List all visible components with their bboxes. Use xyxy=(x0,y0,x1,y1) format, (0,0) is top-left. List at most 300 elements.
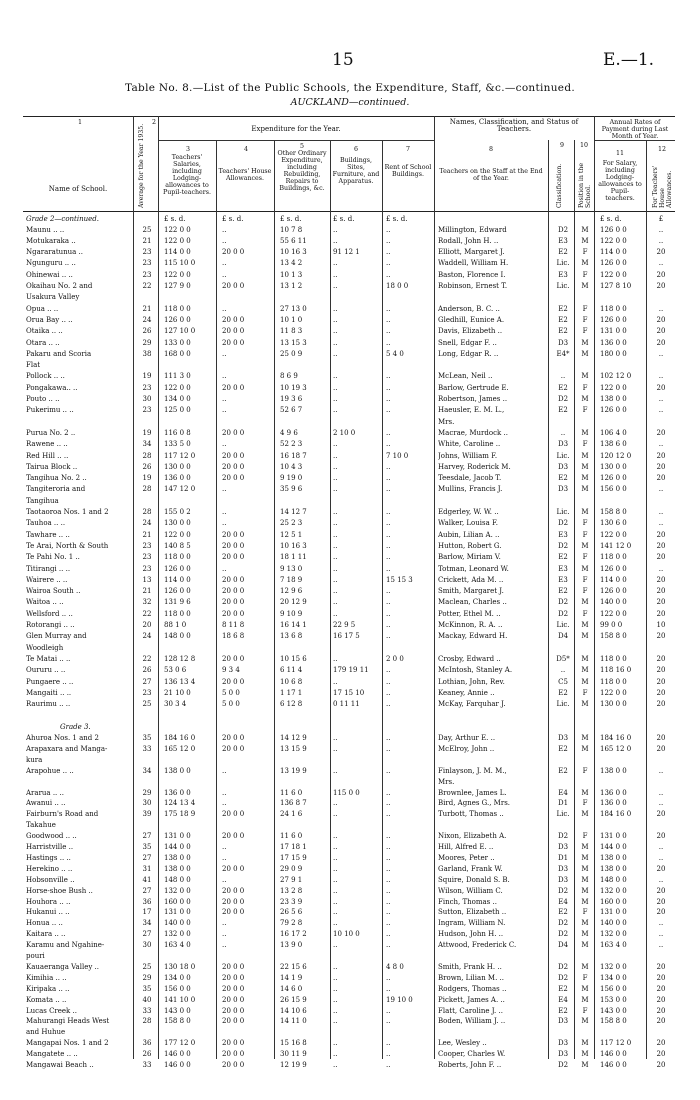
buildings-value: 10 10 0 xyxy=(333,930,360,939)
salaries-value: 136 0 0 xyxy=(164,474,191,483)
classification-value: D4 xyxy=(557,941,569,950)
school-name: Otara .. .. xyxy=(26,338,60,347)
school-name: Horse-shoe Bush .. xyxy=(26,886,93,895)
other-expenditure-value: 18 1 11 xyxy=(280,553,307,562)
table-row xyxy=(0,541,700,552)
salaries-value: 134 0 0 xyxy=(164,973,191,982)
table-row xyxy=(0,451,700,462)
position-value: M xyxy=(581,666,589,675)
other-expenditure-value: 10 16 3 xyxy=(280,248,307,257)
average-attendance: 23 xyxy=(142,688,152,697)
salary-rate-value: 126 0 0 xyxy=(600,406,627,415)
house-allowance-value: .. xyxy=(222,843,227,851)
salary-rate-value: 184 16 0 xyxy=(600,734,632,742)
table-row xyxy=(0,631,700,642)
house-allowance-value: 20 0 0 xyxy=(222,677,245,686)
teacher-name: McKinnon, R. A. .. xyxy=(438,621,503,629)
salaries-value: 133 0 0 xyxy=(164,338,191,347)
house-rate-value: .. xyxy=(658,766,664,775)
teacher-name: Hudson, John H. .. xyxy=(438,930,504,939)
table-row xyxy=(0,1016,700,1027)
position-value: F xyxy=(582,832,588,841)
classification-value: E2 xyxy=(558,908,568,917)
house-rate-value: 20 xyxy=(656,383,666,392)
col-number: 7 xyxy=(405,146,410,153)
rent-value: .. xyxy=(386,462,391,471)
teacher-name: Mullins, Francis J. xyxy=(438,485,503,494)
grade-2-continued-label: Grade 2—continued. xyxy=(26,215,99,223)
house-rate-value: .. xyxy=(658,485,664,494)
salaries-value: 148 0 0 xyxy=(164,875,191,884)
average-attendance: 21 xyxy=(142,236,152,245)
school-name: Pukerimu .. .. xyxy=(26,406,74,415)
salaries-value: 114 0 0 xyxy=(164,575,191,584)
page-number: 15 xyxy=(332,50,354,70)
table-row xyxy=(0,940,700,951)
col-number: 6 xyxy=(353,146,358,153)
salary-rate-value: 126 0 0 xyxy=(600,564,627,573)
average-attendance: 13 xyxy=(142,575,152,584)
classification-value: E4* xyxy=(556,349,570,358)
house-rate-value: 20 xyxy=(656,677,666,686)
other-expenditure-value: 11 6 0 xyxy=(280,832,303,841)
position-value: M xyxy=(581,259,589,268)
school-name: Mangawai Beach .. xyxy=(26,1061,94,1069)
position-value: M xyxy=(581,349,589,358)
house-allowance-value: 20 0 0 xyxy=(222,744,245,753)
buildings-value: .. xyxy=(333,553,338,562)
school-name: Te Pahi No. 1 .. xyxy=(26,553,80,562)
other-expenditure-value: 30 11 9 xyxy=(280,1050,307,1059)
buildings-value: 179 19 11 xyxy=(333,666,369,675)
classification-header: Classification. xyxy=(556,163,563,208)
other-expenditure-value: 16 14 1 xyxy=(280,621,307,629)
house-rate-value: .. xyxy=(658,440,664,449)
rent-value: .. xyxy=(386,474,391,483)
salary-rate-value: 132 0 0 xyxy=(600,930,627,939)
buildings-value: .. xyxy=(333,1061,338,1069)
average-attendance: 23 xyxy=(142,564,152,573)
buildings-value: .. xyxy=(333,1050,338,1059)
average-attendance: 23 xyxy=(142,406,152,415)
position-value: M xyxy=(581,1039,589,1048)
buildings-value: .. xyxy=(333,270,338,279)
school-name: Wairere .. .. xyxy=(26,575,68,584)
school-name: Ohinewai .. .. xyxy=(26,270,73,279)
house-allowance-value: .. xyxy=(222,372,227,381)
teacher-name: Boden, William J. .. xyxy=(438,1017,506,1026)
average-attendance: 41 xyxy=(142,875,152,884)
unit-label: £ s. d. xyxy=(600,215,622,223)
salary-rate-value: 118 16 0 xyxy=(600,666,632,675)
rent-value: .. xyxy=(386,688,391,697)
classification-value: Lic. xyxy=(556,700,570,709)
buildings-value: .. xyxy=(333,654,338,663)
salary-rate-value: 156 0 0 xyxy=(600,485,627,494)
house-rate-value: 20 xyxy=(656,632,666,641)
buildings-value: .. xyxy=(333,853,338,862)
school-name: Awanui .. .. xyxy=(26,799,66,808)
col-number: 11 xyxy=(615,150,624,157)
teacher-name: Nixon, Elizabeth A. xyxy=(438,832,507,841)
salary-rate-value: 163 4 0 xyxy=(600,941,627,950)
house-rate-value: 20 xyxy=(656,462,666,471)
classification-value: E2 xyxy=(558,688,568,697)
school-name: Opua .. .. xyxy=(26,304,59,313)
house-allowance-value: .. xyxy=(222,564,227,573)
buildings-value: .. xyxy=(333,440,338,449)
average-attendance: 19 xyxy=(142,474,152,483)
house-allowance-value: 20 0 0 xyxy=(222,609,245,618)
header-bottom-rule xyxy=(23,211,675,212)
position-value: F xyxy=(582,973,588,982)
house-rate-value: .. xyxy=(658,349,664,358)
other-expenditure-value: 13 1 2 xyxy=(280,282,303,290)
salaries-value: 131 9 6 xyxy=(164,598,191,607)
house-allowance-value: .. xyxy=(222,225,227,234)
school-name: Honua .. .. xyxy=(26,919,63,928)
average-attendance: 29 xyxy=(142,973,152,982)
school-name: Usakura Valley xyxy=(26,293,80,302)
table-row xyxy=(0,552,700,563)
other-expenditure-value: 14 1 9 xyxy=(280,973,303,982)
position-value: F xyxy=(582,270,588,279)
average-attendance: 21 xyxy=(142,587,152,596)
classification-value: Lic. xyxy=(556,451,570,460)
rent-value: .. xyxy=(386,406,391,415)
other-expenditure-value: 10 19 3 xyxy=(280,383,307,392)
other-expenditure-value: 10 4 3 xyxy=(280,462,303,471)
classification-value: E2 xyxy=(558,304,568,313)
classification-value: D1 xyxy=(557,853,569,862)
for-salary-header: For Salary, including Lodging-allowances to Pupil-teachers. xyxy=(598,160,642,202)
other-expenditure-value: 10 1 3 xyxy=(280,270,303,279)
classification-value: E4 xyxy=(558,788,568,797)
position-value: M xyxy=(581,864,589,873)
buildings-value: .. xyxy=(333,564,338,573)
average-attendance: 31 xyxy=(142,864,152,873)
house-allowance-value: 20 0 0 xyxy=(222,474,245,483)
other-expenditure-value: 12 5 1 xyxy=(280,530,303,539)
position-value: M xyxy=(581,541,589,550)
house-rate-value: .. xyxy=(658,259,664,268)
salaries-value: 132 0 0 xyxy=(164,930,191,939)
grade-label-row xyxy=(0,214,700,225)
house-rate-value: 20 xyxy=(656,575,666,584)
position-value: M xyxy=(581,843,589,851)
other-expenditure-value: 25 2 3 xyxy=(280,519,303,528)
teacher-name: Davis, Elizabeth .. xyxy=(438,327,503,336)
teacher-name: Walker, Louisa F. xyxy=(438,519,499,528)
house-rate-value: 20 xyxy=(656,270,666,279)
position-value: M xyxy=(581,1061,589,1069)
average-attendance: 20 xyxy=(142,621,152,629)
house-rate-value: 20 xyxy=(656,984,666,993)
table-row xyxy=(0,788,700,799)
table-row xyxy=(0,665,700,676)
other-expenditure-value: 136 8 7 xyxy=(280,799,307,808)
classification-value: D3 xyxy=(557,338,569,347)
buildings-value: .. xyxy=(333,908,338,917)
buildings-value: .. xyxy=(333,799,338,808)
salaries-value: 132 0 0 xyxy=(164,886,191,895)
salary-rate-value: 146 0 0 xyxy=(600,1061,627,1069)
rent-value: .. xyxy=(386,598,391,607)
classification-value: .. xyxy=(560,372,566,381)
house-rate-value: .. xyxy=(658,519,664,528)
position-value: F xyxy=(582,1006,588,1015)
teacher-name: Millington, Edward xyxy=(438,225,507,234)
classification-value: D3 xyxy=(557,864,569,873)
average-attendance: 23 xyxy=(142,553,152,562)
table-row xyxy=(0,281,700,292)
col-number: 1 xyxy=(77,119,82,126)
salaries-value: 122 0 0 xyxy=(164,225,191,234)
buildings-value: .. xyxy=(333,766,338,775)
teacher-name: Barlow, Miriam V. xyxy=(438,553,501,562)
position-value: F xyxy=(582,315,588,324)
buildings-value: 16 17 5 xyxy=(333,632,360,641)
buildings-value: .. xyxy=(333,919,338,928)
position-value: F xyxy=(582,799,588,808)
buildings-value: .. xyxy=(333,587,338,596)
house-allowance-value: .. xyxy=(222,919,227,928)
teacher-name: Lothian, John, Rev. xyxy=(438,677,505,686)
salary-rate-value: 160 0 0 xyxy=(600,897,627,906)
house-rate-value: 20 xyxy=(656,810,666,819)
other-expenditure-value: 52 6 7 xyxy=(280,406,303,415)
classification-value: E3 xyxy=(558,564,568,573)
col-number: 4 xyxy=(243,146,248,153)
other-expenditure-value: 4 9 6 xyxy=(280,428,298,437)
rent-value: .. xyxy=(386,236,391,245)
classification-value: E2 xyxy=(558,553,568,562)
house-allowance-value: .. xyxy=(222,270,227,279)
position-value: M xyxy=(581,451,589,460)
house-rate-value: .. xyxy=(658,236,664,245)
classification-value: D1 xyxy=(557,799,569,808)
other-expenditure-value: 15 16 8 xyxy=(280,1039,307,1048)
house-allowance-value: .. xyxy=(222,304,227,313)
buildings-value: 2 10 0 xyxy=(333,428,356,437)
classification-value: E2 xyxy=(558,315,568,324)
buildings-value: .. xyxy=(333,677,338,686)
rent-value: .. xyxy=(386,372,391,381)
buildings-value: .. xyxy=(333,609,338,618)
house-allowance-value: 20 0 0 xyxy=(222,530,245,539)
teacher-name: Crosby, Edward .. xyxy=(438,654,501,663)
classification-value: Lic. xyxy=(556,282,570,290)
rent-value: .. xyxy=(386,919,391,928)
average-attendance: 23 xyxy=(142,383,152,392)
other-expenditure-value: 10 6 8 xyxy=(280,677,303,686)
average-attendance: 36 xyxy=(142,897,152,906)
table-row xyxy=(0,383,700,394)
other-expenditure-value: 52 2 3 xyxy=(280,440,303,449)
average-attendance: 35 xyxy=(142,984,152,993)
table-row xyxy=(0,643,700,654)
house-allowance-value: 20 0 0 xyxy=(222,598,245,607)
house-allowance-value: 9 3 4 xyxy=(222,666,240,675)
position-value: M xyxy=(581,236,589,245)
house-rate-value: 10 xyxy=(656,621,666,629)
buildings-value: .. xyxy=(333,372,338,381)
position-value: M xyxy=(581,897,589,906)
school-name: Orua Bay .. .. xyxy=(26,315,73,324)
other-expenditure-value: 16 17 2 xyxy=(280,930,307,939)
rent-value: .. xyxy=(386,766,391,775)
table-row xyxy=(0,338,700,349)
buildings-value: .. xyxy=(333,941,338,950)
unit-label: £ s. d. xyxy=(386,215,408,223)
salaries-value: 127 10 0 xyxy=(164,327,196,336)
table-row xyxy=(0,597,700,608)
school-name: Pongakawa.. .. xyxy=(26,383,78,392)
average-attendance: 33 xyxy=(142,1006,152,1015)
table-row xyxy=(0,620,700,631)
average-attendance: 24 xyxy=(142,632,152,641)
other-expenditure-value: 24 1 6 xyxy=(280,810,303,819)
position-value: F xyxy=(582,440,588,449)
salary-rate-value: 118 0 0 xyxy=(600,677,627,686)
table-row xyxy=(0,394,700,405)
other-expenditure-value: 17 18 1 xyxy=(280,843,307,851)
school-name: Fairburn's Road and xyxy=(26,810,99,819)
salaries-value: 136 0 0 xyxy=(164,788,191,797)
house-rate-value: 20 xyxy=(656,734,666,742)
salaries-value: 140 0 0 xyxy=(164,919,191,928)
school-name: Houhora .. .. xyxy=(26,897,71,906)
school-name: Otaika .. .. xyxy=(26,327,63,336)
position-value: F xyxy=(582,609,588,618)
school-name: pouri xyxy=(26,952,45,960)
position-value: M xyxy=(581,930,589,939)
average-attendance: 34 xyxy=(142,766,152,775)
salaries-value: 122 0 0 xyxy=(164,270,191,279)
table-row xyxy=(0,405,700,416)
buildings-value: .. xyxy=(333,304,338,313)
buildings-value: .. xyxy=(333,864,338,873)
salaries-value: 138 0 0 xyxy=(164,864,191,873)
buildings-value: .. xyxy=(333,875,338,884)
rent-value: .. xyxy=(386,225,391,234)
teacher-name: Keaney, Annie .. xyxy=(438,688,495,697)
table-row xyxy=(0,777,700,788)
salaries-header: Teachers' Salaries, including Lodging-allowances to Pupil-teachers. xyxy=(162,154,212,196)
teacher-name: Cooper, Charles W. xyxy=(438,1050,506,1059)
school-name: Tangihua xyxy=(26,496,59,505)
table-row xyxy=(0,831,700,842)
position-value: M xyxy=(581,734,589,742)
other-expenditure-value: 25 0 9 xyxy=(280,349,303,358)
salaries-value: 114 0 0 xyxy=(164,248,191,257)
house-allowance-value: 20 0 0 xyxy=(222,897,245,906)
table-row xyxy=(0,984,700,995)
salary-rate-value: 144 0 0 xyxy=(600,843,627,851)
position-value: F xyxy=(582,327,588,336)
school-name: Motukaraka .. xyxy=(26,236,76,245)
average-attendance: 17 xyxy=(142,908,152,917)
salary-rate-value: 132 0 0 xyxy=(600,886,627,895)
position-value: M xyxy=(581,744,589,753)
house-rate-value: .. xyxy=(658,788,664,797)
house-rate-value: .. xyxy=(658,406,664,415)
school-name: Oururu .. .. xyxy=(26,666,66,675)
teacher-name: Smith, Frank H. .. xyxy=(438,962,502,971)
teacher-name: Totman, Leonard W. xyxy=(438,564,509,573)
classification-value: E2 xyxy=(558,248,568,257)
house-rate-value: .. xyxy=(658,799,664,808)
position-value: M xyxy=(581,338,589,347)
classification-value: D3 xyxy=(557,1017,569,1026)
rent-value: .. xyxy=(386,553,391,562)
school-name: Arapohue .. .. xyxy=(26,766,74,775)
rent-value: 7 10 0 xyxy=(386,451,409,460)
school-name: Pollock .. .. xyxy=(26,372,65,381)
table-row xyxy=(0,733,700,744)
salary-rate-value: 136 0 0 xyxy=(600,788,627,797)
rent-value: .. xyxy=(386,810,391,819)
table-row xyxy=(0,564,700,575)
house-rate-value: 20 xyxy=(656,474,666,483)
house-rate-value: .. xyxy=(658,930,664,939)
table-row xyxy=(0,864,700,875)
house-rate-value: .. xyxy=(658,564,664,573)
classification-value: E2 xyxy=(558,744,568,753)
average-attendance: 29 xyxy=(142,788,152,797)
position-value: M xyxy=(581,474,589,483)
school-name: Titirangi .. .. xyxy=(26,564,71,573)
other-expenditure-value: 26 5 6 xyxy=(280,908,303,917)
buildings-value: .. xyxy=(333,886,338,895)
other-expenditure-value: 10 15 6 xyxy=(280,654,307,663)
average-attendance: 38 xyxy=(142,349,152,358)
house-allowance-value: 20 0 0 xyxy=(222,1039,245,1048)
school-name: Mangapai Nos. 1 and 2 xyxy=(26,1039,109,1048)
other-expenditure-value: 9 19 0 xyxy=(280,474,303,483)
average-attendance: 27 xyxy=(142,930,152,939)
teacher-name: Moores, Peter .. xyxy=(438,853,495,862)
house-rate-value: .. xyxy=(658,225,664,234)
other-expenditure-value: 7 18 9 xyxy=(280,575,303,584)
school-name: Herekino .. .. xyxy=(26,864,73,873)
salaries-value: 163 4 0 xyxy=(164,941,191,950)
house-rate-value: .. xyxy=(658,372,664,381)
table-row xyxy=(0,853,700,864)
school-name: Hukanui .. .. xyxy=(26,908,70,917)
rent-value: 18 0 0 xyxy=(386,282,409,290)
buildings-value: 17 15 10 xyxy=(333,688,365,697)
house-rate-value: 20 xyxy=(656,864,666,873)
house-rate-value: 20 xyxy=(656,1039,666,1048)
salaries-value: 118 0 0 xyxy=(164,553,191,562)
school-name: Hastings .. .. xyxy=(26,853,71,862)
other-expenditure-value: 55 6 11 xyxy=(280,236,307,245)
salaries-value: 138 0 0 xyxy=(164,766,191,775)
classification-value: D2 xyxy=(557,832,569,841)
teacher-name: Hill, Alfred E. .. xyxy=(438,843,494,851)
school-name: Woodleigh xyxy=(26,643,64,652)
house-allowance-value: 20 0 0 xyxy=(222,282,245,290)
table-row xyxy=(0,677,700,688)
salaries-value: 158 8 0 xyxy=(164,1017,191,1026)
other-expenditure-value: 14 6 0 xyxy=(280,984,303,993)
teacher-name: Anderson, B. C. .. xyxy=(438,304,500,313)
rent-value: 4 8 0 xyxy=(386,962,404,971)
salaries-value: 126 0 0 xyxy=(164,564,191,573)
salaries-value: 125 0 0 xyxy=(164,406,191,415)
buildings-value: .. xyxy=(333,995,338,1004)
